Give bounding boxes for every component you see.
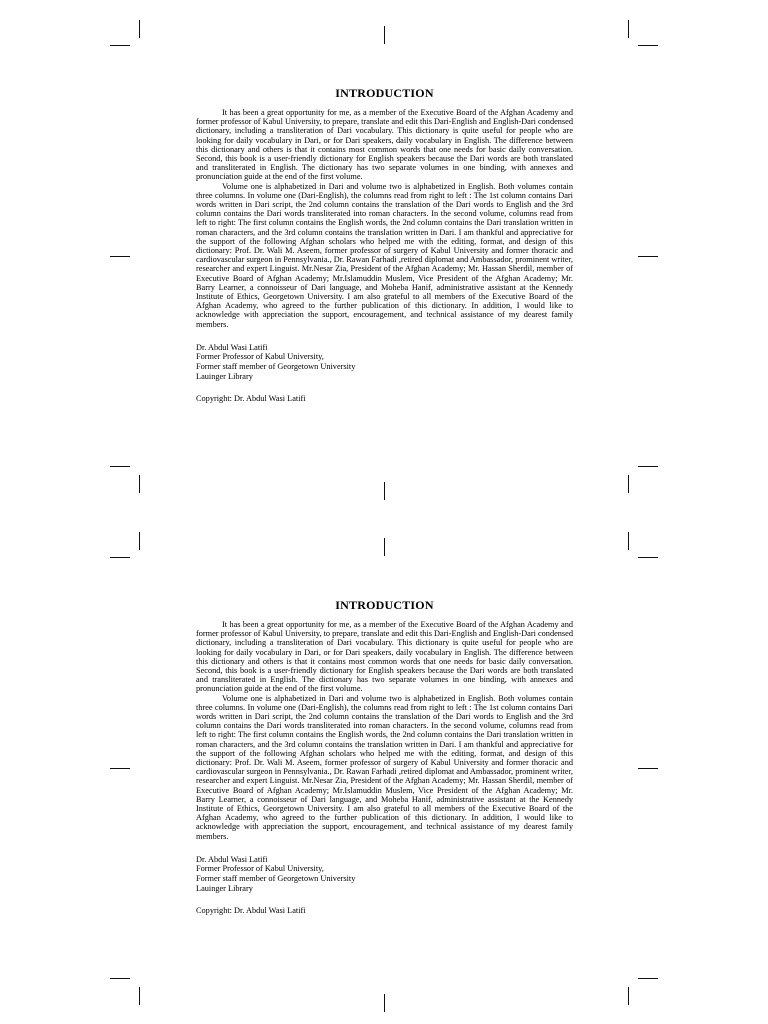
crop-mark-mid-right-h xyxy=(638,768,658,769)
page-title: INTRODUCTION xyxy=(335,598,434,612)
crop-mark-bottom-center xyxy=(384,994,385,1012)
signature-line-3: Lauinger Library xyxy=(196,883,253,893)
crop-mark-top-left xyxy=(139,20,140,38)
paragraph-2: Volume one is alphabetized in Dari and volume two is alphabetized in English. Both volumes contain three columns. In volume one (Dari-English), the columns read from right to left : The 1st column contains Dari words written in Dari script, the 2nd column contains the translation of the Dari words to English and the 3rd column contains the Dari words transliterated into roman characters. In the second volume, columns read from left to right: The first column contains the English words, the 2nd column contains the Dari translation written in roman characters, and the 3rd column contains the translation written in Dari. I am thankful and appreciative for the support of the following Afghan scholars who helped me with the editing, format, and design of this dictionary: Prof. Dr. Wali M. Aseem, former professor of surgery of Kabul University and former thoracic and cardiovascular surgeon in Pennsylvania., Dr. Rawan Farhadi ,retired diplomat and Ambassador, prominent writer, researcher and expert Linguist. Mr.Nesar Zia, President of the Afghan Academy; Mr. Hassan Sherdil, member of Executive Board of Afghan Academy; Mr.Islamuddin Muslem, Vice President of the Afghan Academy; Mr. Barry Learner, a connoisseur of Dari language, and Moheba Hanif, administrative assistant at the Kennedy Institute of Ethics, Georgetown University. I am also grateful to all members of the Executive Board of the Afghan Academy, who agreed to the further publication of this dictionary. In addition, I would like to acknowledge with appreciation the support, encouragement, and technical assistance of my dearest family members. xyxy=(196,693,573,841)
crop-mark-top-center xyxy=(384,26,385,44)
crop-mark-bottom-left-h xyxy=(110,978,130,979)
signature-line-3: Lauinger Library xyxy=(196,371,253,381)
crop-mark-top-right-h xyxy=(638,557,658,558)
crop-mark-top-left xyxy=(139,532,140,550)
crop-mark-top-right xyxy=(628,532,629,550)
paragraph-1: It has been a great opportunity for me, as a member of the Executive Board of the Afghan Academy and former professor of Kabul University, to prepare, translate and edit this Dari-English and English-Dari condensed dictionary, including a transliteration of Dari vocabulary. This dictionary is quite useful for people who are looking for daily vocabulary in Dari, or for Dari speakers, daily vocabulary in English. The difference between this dictionary and others is that it contains most common words that one needs for basic daily conversation. Second, this book is a user-friendly dictionary for English speakers because the Dari words are both translated and transliterated in English. The dictionary has two separate volumes in one binding, with annexes and pronunciation guide at the end of the first volume. xyxy=(196,620,573,694)
crop-mark-bottom-right-h xyxy=(638,978,658,979)
copyright-line: Copyright: Dr. Abdul Wasi Latifi xyxy=(196,394,306,404)
paragraph-1: It has been a great opportunity for me, as a member of the Executive Board of the Afghan Academy and former professor of Kabul University, to prepare, translate and edit this Dari-English and English-Dari condensed dictionary, including a transliteration of Dari vocabulary. This dictionary is quite useful for people who are looking for daily vocabulary in Dari, or for Dari speakers, daily vocabulary in English. The difference between this dictionary and others is that it contains most common words that one needs for basic daily conversation. Second, this book is a user-friendly dictionary for English speakers because the Dari words are both translated and transliterated in English. The dictionary has two separate volumes in one binding, with annexes and pronunciation guide at the end of the first volume. xyxy=(196,108,573,182)
crop-mark-bottom-left xyxy=(139,475,140,493)
signature-line-1: Former Professor of Kabul University, xyxy=(196,352,324,362)
crop-mark-bottom-right-h xyxy=(638,466,658,467)
document-body xyxy=(196,86,573,403)
crop-mark-bottom-right xyxy=(628,987,629,1005)
crop-mark-mid-left-h xyxy=(110,768,130,769)
crop-mark-bottom-right xyxy=(628,475,629,493)
crop-mark-top-right xyxy=(628,20,629,38)
signature-line-2: Former staff member of Georgetown University xyxy=(196,874,356,884)
crop-mark-mid-right-h xyxy=(638,256,658,257)
paragraph-2: Volume one is alphabetized in Dari and volume two is alphabetized in English. Both volumes contain three columns. In volume one (Dari-English), the columns read from right to left : The 1st column contains Dari words written in Dari script, the 2nd column contains the translation of the Dari words to English and the 3rd column contains the Dari words transliterated into roman characters. In the second volume, columns read from left to right: The first column contains the English words, the 2nd column contains the Dari translation written in roman characters, and the 3rd column contains the translation written in Dari. I am thankful and appreciative for the support of the following Afghan scholars who helped me with the editing, format, and design of this dictionary: Prof. Dr. Wali M. Aseem, former professor of surgery of Kabul University and former thoracic and cardiovascular surgeon in Pennsylvania., Dr. Rawan Farhadi ,retired diplomat and Ambassador, prominent writer, researcher and expert Linguist. Mr.Nesar Zia, President of the Afghan Academy; Mr. Hassan Sherdil, member of Executive Board of Afghan Academy; Mr.Islamuddin Muslem, Vice President of the Afghan Academy; Mr. Barry Learner, a connoisseur of Dari language, and Moheba Hanif, administrative assistant at the Kennedy Institute of Ethics, Georgetown University. I am also grateful to all members of the Executive Board of the Afghan Academy, who agreed to the further publication of this dictionary. In addition, I would like to acknowledge with appreciation the support, encouragement, and technical assistance of my dearest family members. xyxy=(196,181,573,329)
crop-mark-top-left-h xyxy=(110,45,130,46)
crop-mark-bottom-left xyxy=(139,987,140,1005)
signature-name: Dr. Abdul Wasi Latifi xyxy=(196,342,268,352)
crop-mark-bottom-center xyxy=(384,482,385,500)
signature-name: Dr. Abdul Wasi Latifi xyxy=(196,854,268,864)
crop-mark-top-right-h xyxy=(638,45,658,46)
crop-mark-mid-left-h xyxy=(110,256,130,257)
crop-mark-top-center xyxy=(384,538,385,556)
page-bottom xyxy=(0,512,768,1024)
document-body xyxy=(196,598,573,915)
signature-line-2: Former staff member of Georgetown University xyxy=(196,362,356,372)
signature-block xyxy=(196,343,573,381)
signature-line-1: Former Professor of Kabul University, xyxy=(196,864,324,874)
page-title: INTRODUCTION xyxy=(335,86,434,100)
copyright-line: Copyright: Dr. Abdul Wasi Latifi xyxy=(196,906,306,916)
crop-mark-top-left-h xyxy=(110,557,130,558)
signature-block xyxy=(196,855,573,893)
crop-mark-bottom-left-h xyxy=(110,466,130,467)
